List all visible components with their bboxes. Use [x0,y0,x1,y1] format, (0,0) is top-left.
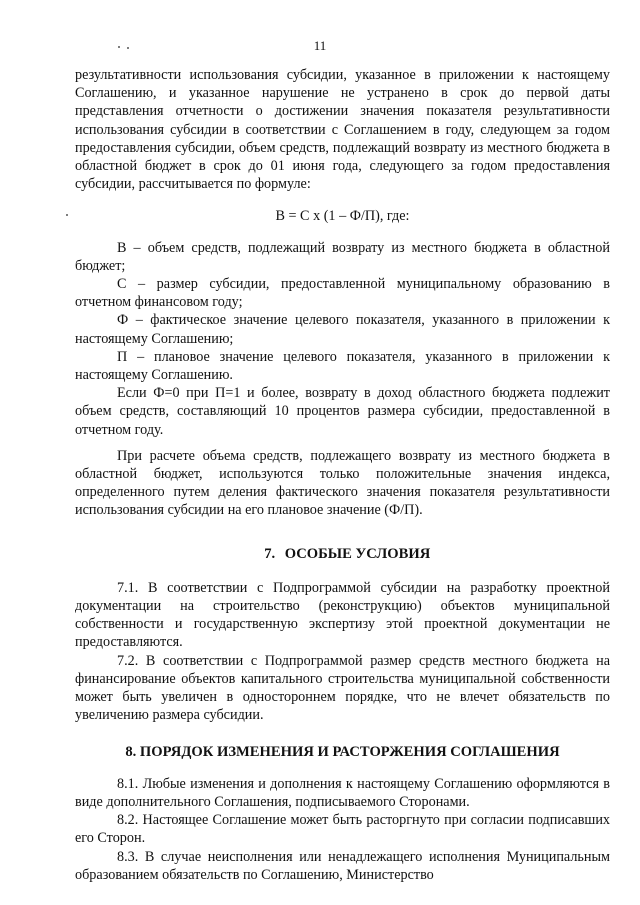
section-7-heading [75,545,610,563]
clause-7-1: 7.1. В соответствии с Подпрограммой субсидии на разработку проектной документации на строительство (реконструкцию) объектов муниципальной собственности и государственную экспертизу этой проектной документации не предоставляются. [75,579,610,651]
definition-f: Ф – фактическое значение целевого показателя, указанного в приложении к настоящему Соглашению; [75,312,610,347]
section-7-number: 7. [264,545,276,562]
page-number: 11 [313,38,327,53]
clause-8-1: 8.1. Любые изменения и дополнения к настоящему Соглашению оформляются в виде дополнительного Соглашения, подписываемого Сторонами. [75,775,610,810]
scan-speck [66,214,68,216]
definition-b: В – объем средств, подлежащий возврату из местного бюджета в областной бюджет; [75,239,610,274]
definition-c: С – размер субсидии, предоставленной муниципальному образованию в отчетном финансовом году; [75,276,610,311]
intro-paragraph: результативности использования субсидии, указанное в приложении к настоящему Соглашению, и указанное нарушение не устранено в срок до первой даты представления отчетности о достижении значения показателя результативности использования субсидии в соответствии с Соглашением в году, следующем за годом предоставления субсидии, объем средств, подлежащий возврату из местного бюджета в областной бюджет в срок до 01 июня года, следующего за годом предоставления субсидии, рассчитывается по формуле: [75,67,610,193]
formula: В = С х (1 – Ф/П), где: [275,208,410,225]
clause-8-3: 8.3. В случае неисполнения или ненадлежащего исполнения Муниципальным образованием обязательств по Соглашению, Министерство [75,848,610,883]
section-8-heading: 8. ПОРЯДОК ИЗМЕНЕНИЯ И РАСТОРЖЕНИЯ СОГЛАШЕНИЯ [125,743,560,760]
definition-p: П – плановое значение целевого показателя, указанного в приложении к настоящему Соглашению. [75,348,610,384]
document-body [75,66,610,884]
clause-8-2: 8.2. Настоящее Соглашение может быть расторгнуто при согласии подписавших его Сторон. [75,812,610,847]
zero-fact-rule: Если Ф=0 при П=1 и более, возврату в доход областного бюджета подлежит объем средств, составляющий 10 процентов размера субсидии, предоставленной в отчетном году. [75,385,610,438]
calc-paragraph: При расчете объема средств, подлежащего возврату из местного бюджета в областной бюджет, используются только положительные значения индекса, определенного путем деления фактического значения показателя результативности использования субсидии на его плановое значение (Ф/П). [75,447,610,519]
clause-7-2: 7.2. В соответствии с Подпрограммой размер средств местного бюджета на финансирование объектов капитального строительства муниципальной собственности может быть увеличен в одностороннем порядке, что не влечет обязательств по увеличению размера субсидии. [75,652,610,724]
section-7-title: ОСОБЫЕ УСЛОВИЯ [284,545,431,562]
